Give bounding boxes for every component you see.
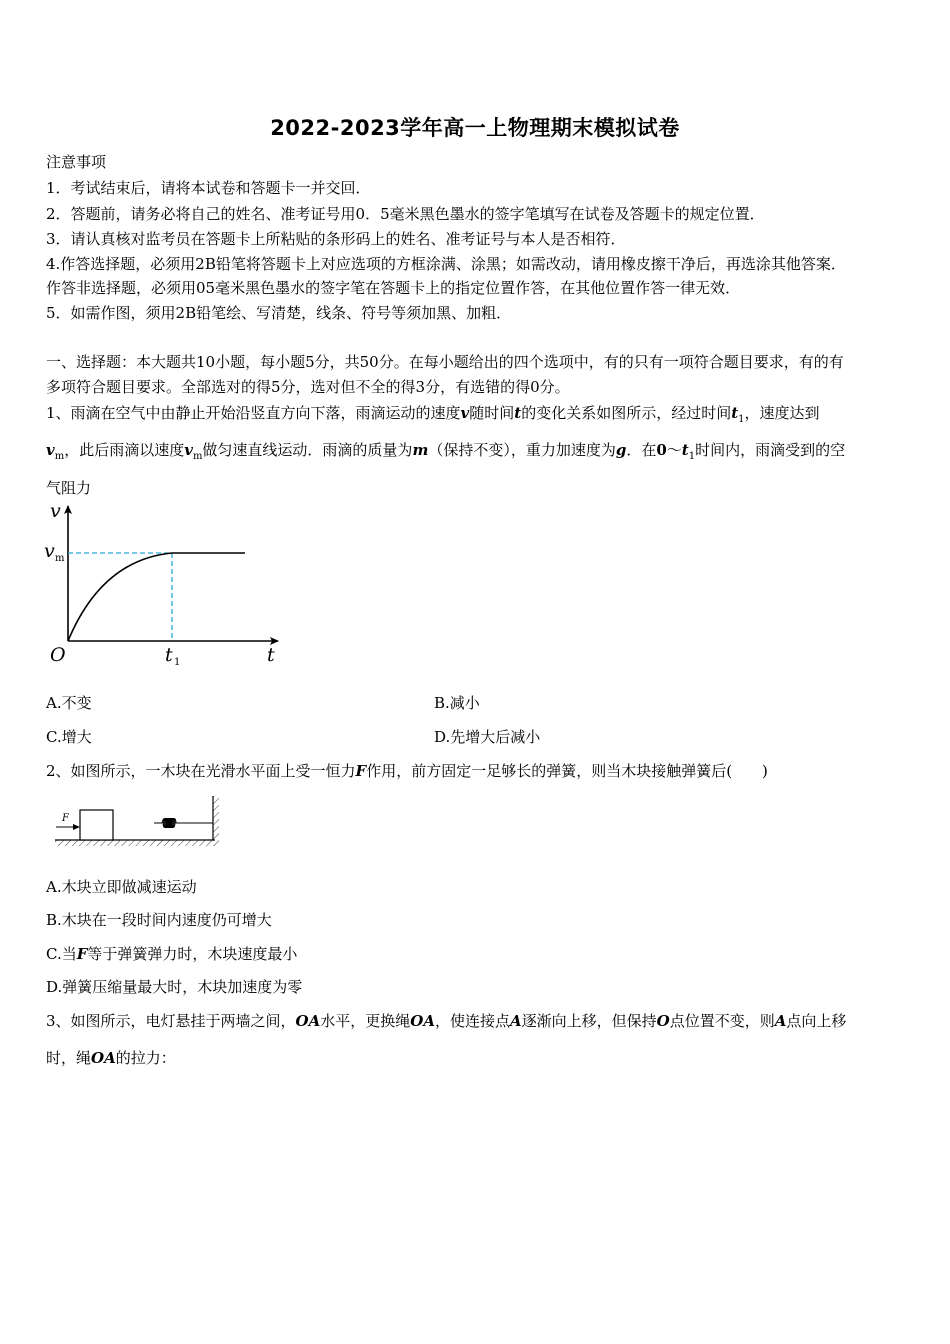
spring [154, 819, 213, 828]
q3-stem-line2: 时，绳OA的拉力： [46, 1049, 176, 1067]
q1-option-c[interactable]: C.增大 [46, 728, 92, 746]
q1-stem-line3: 气阻力 [46, 479, 92, 497]
q2-option-d[interactable]: D.弹簧压缩量最大时，木块加速度为零 [46, 978, 303, 996]
force-label: F [62, 813, 69, 824]
notice-item: 3．请认真核对监考员在答题卡上所粘贴的条形码上的姓名、准考证号与本人是否相符． [46, 230, 626, 248]
q1-stem-line1: 1、雨滴在空气中由静止开始沿竖直方向下落，雨滴运动的速度v随时间t的变化关系如图所示，经过时间$t_1$，速度达到 [46, 404, 820, 425]
block-spring-figure [50, 790, 225, 852]
block [80, 810, 113, 840]
origin-label: O [50, 644, 66, 666]
notice-item: 4.作答选择题，必须用2B铅笔将答题卡上对应选项的方框涂满、涂黑；如需改动，请用橡皮擦干净后，再选涂其他答案． [46, 255, 846, 273]
q2-stem: 2、如图所示，一木块在光滑水平面上受一恒力F作用，前方固定一足够长的弹簧，则当木块接触弹簧后( ) [46, 762, 768, 780]
q1-option-a[interactable]: A.不变 [46, 694, 92, 712]
q1-option-d[interactable]: D.先增大后减小 [434, 728, 541, 746]
q3-stem-line1: 3、如图所示，电灯悬挂于两墙之间，OA水平，更换绳OA，使连接点A逐渐向上移，但保持O点位置不变，则A点向上移 [46, 1012, 847, 1030]
notice-item: 1．考试结束后，请将本试卷和答题卡一并交回． [46, 179, 371, 197]
notice-heading: 注意事项 [46, 153, 107, 171]
q2-option-b[interactable]: B.木块在一段时间内速度仍可增大 [46, 911, 272, 929]
section-line: 多项符合题目要求。全部选对的得5分，选对但不全的得3分，有选错的得0分。 [46, 378, 570, 396]
notice-item: 作答非选择题，必须用05毫米黑色墨水的签字笔在答题卡上的指定位置作答，在其他位置作答一律无效． [46, 279, 741, 297]
q2-option-a[interactable]: A.木块立即做减速运动 [46, 878, 197, 896]
velocity-time-graph [40, 498, 290, 673]
floor [55, 840, 215, 846]
t1-label-sub: 1 [174, 657, 181, 668]
q2-option-c[interactable]: C.当F等于弹簧弹力时，木块速度最小 [46, 945, 298, 963]
velocity-curve [68, 553, 245, 641]
wall [213, 796, 219, 846]
page-title: 2022-2023学年高一上物理期末模拟试卷 [270, 116, 680, 140]
x-axis-label: t [267, 644, 275, 666]
vm-label-sub: m [55, 553, 65, 564]
y-axis-label: v [50, 500, 61, 522]
notice-item: 5．如需作图，须用2B铅笔绘、写清楚，线条、符号等须加黑、加粗． [46, 304, 512, 322]
section-line: 一、选择题：本大题共10小题，每小题5分，共50分。在每小题给出的四个选项中，有的只有一项符合题目要求，有的有 [46, 353, 844, 371]
q1-stem-line2: $v_m$，此后雨滴以速度$v_m$做匀速直线运动．雨滴的质量为m（保持不变），重力加速度为g．在$0\sim t_1$时间内，雨滴受到的空 [46, 441, 846, 462]
notice-item: 2．答题前，请务必将自己的姓名、准考证号用0．5毫米黑色墨水的签字笔填写在试卷及答题卡的规定位置． [46, 205, 765, 223]
t1-label: t [165, 644, 173, 666]
vm-label: v [44, 540, 55, 562]
q1-option-b[interactable]: B.减小 [434, 694, 480, 712]
